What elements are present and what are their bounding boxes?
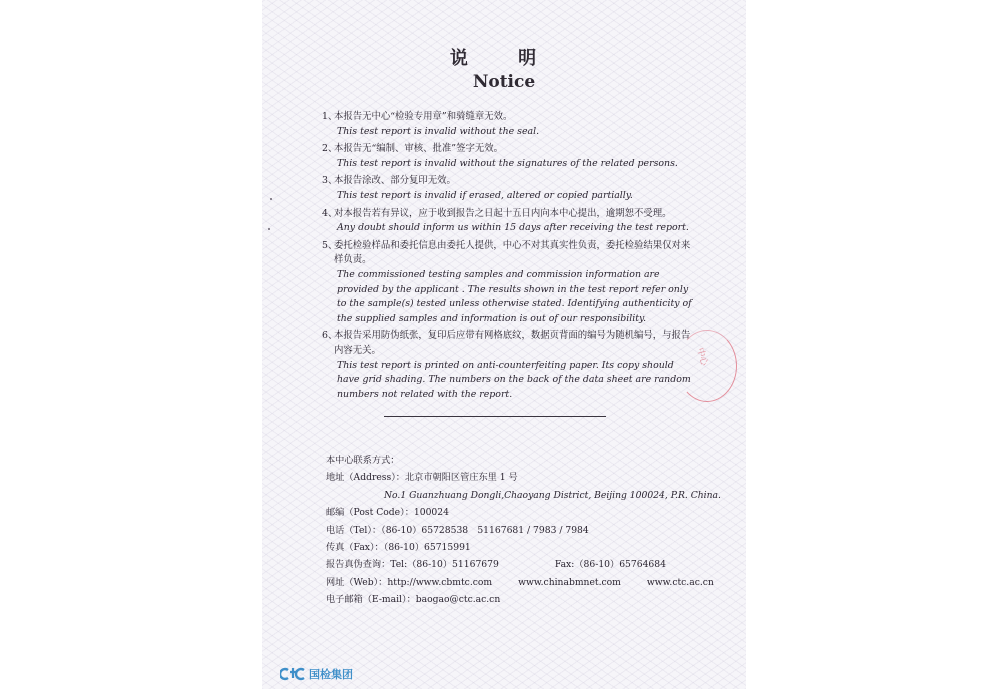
notice-item bbox=[322, 174, 692, 203]
paper-fleck bbox=[270, 198, 272, 200]
notice-list bbox=[322, 110, 692, 402]
notice-item bbox=[322, 239, 692, 327]
website-link-3[interactable]: www.ctc.ac.cn bbox=[646, 576, 714, 588]
notice-number: 6、 bbox=[322, 330, 338, 342]
email: 电子邮箱（E-mail）：baogao@ctc.ac.cn bbox=[326, 594, 501, 606]
report-verification bbox=[326, 556, 726, 573]
website-link-2[interactable]: www.chinabmnet.com bbox=[518, 576, 621, 588]
notice-number: 2、 bbox=[322, 143, 338, 155]
notice-text-en: This test report is invalid without the seal. bbox=[337, 125, 540, 137]
notice-text-en: Any doubt should inform us within 15 days after receiving the test report. bbox=[337, 222, 689, 234]
ctc-logo-icon bbox=[280, 667, 306, 681]
notice-number: 3、 bbox=[322, 175, 338, 187]
notice-text-cn: 委托检验样品和委托信息由委托人提供，中心不对其真实性负责，委托检验结果仅对来样负责。 bbox=[334, 239, 691, 266]
document-page bbox=[262, 0, 746, 689]
notice-text-cn: 本报告采用防伪纸张，复印后应带有网格底纹，数据页背面的编号为随机编号，与报告内容无关。 bbox=[334, 330, 691, 356]
notice-item bbox=[322, 110, 692, 139]
notice-text-en: This test report is invalid without the signatures of the related persons. bbox=[337, 157, 678, 169]
website bbox=[326, 574, 726, 591]
notice-text-cn: 本报告无中心“检验专用章”和骑缝章无效。 bbox=[334, 111, 513, 122]
notice-text-cn: 本报告无“编制、审核、批准”签字无效。 bbox=[334, 143, 503, 155]
notice-item bbox=[322, 207, 692, 236]
address-cn: 地址（Address）：北京市朝阳区管庄东里 1 号 bbox=[326, 472, 518, 484]
notice-number: 5、 bbox=[322, 239, 338, 251]
address-en: No.1 Guanzhuang Dongli,Chaoyang District, Beijing 100024, P.R. China. bbox=[384, 489, 721, 501]
page-title-english: Notice bbox=[472, 72, 536, 92]
notice-text-en: This test report is printed on anti-counterfeiting paper. Its copy should have grid shading. The numbers on the back of the data sheet are random numbers not related with the report. bbox=[337, 359, 691, 400]
notice-item bbox=[322, 142, 692, 171]
notice-text-en: This test report is invalid if erased, altered or copied partially. bbox=[337, 189, 633, 201]
notice-text-cn: 本报告涂改、部分复印无效。 bbox=[334, 175, 456, 187]
report-verification-tel: 报告真伪查询：Tel:（86-10）51167679 bbox=[326, 559, 499, 571]
contact-block bbox=[326, 452, 726, 609]
seal-stamp-text: 中心 bbox=[694, 346, 709, 367]
divider bbox=[384, 416, 606, 417]
page-title-chinese: 说 明 bbox=[449, 48, 559, 69]
ctc-logo bbox=[280, 666, 353, 682]
notice-number: 1、 bbox=[322, 111, 338, 122]
logo-text: 国检集团 bbox=[309, 668, 353, 681]
notice-item bbox=[322, 329, 692, 402]
seal-stamp bbox=[677, 330, 737, 402]
fax: 传真（Fax）：（86-10）65715991 bbox=[326, 542, 471, 554]
contact-heading: 本中心联系方式： bbox=[326, 455, 400, 466]
notice-text-en: The commissioned testing samples and commission information are provided by the applicant . The results shown in the test report refer only to the sample(s) tested unless otherwise stated. Identifying authenticity of the supplied samples and information is out of our responsibility. bbox=[337, 268, 692, 324]
website-link-1[interactable]: 网址（Web）：http://www.cbmtc.com bbox=[326, 576, 493, 588]
post-code: 邮编（Post Code）：100024 bbox=[326, 507, 449, 519]
notice-number: 4、 bbox=[322, 207, 338, 219]
telephone: 电话（Tel）：（86-10）65728538 51167681 / 7983 / 7984 bbox=[326, 524, 589, 536]
report-verification-fax: Fax:（86-10）65764684 bbox=[554, 559, 666, 571]
notice-text-cn: 对本报告若有异议，应于收到报告之日起十五日内向本中心提出，逾期恕不受理。 bbox=[334, 207, 672, 219]
paper-fleck bbox=[268, 228, 270, 230]
